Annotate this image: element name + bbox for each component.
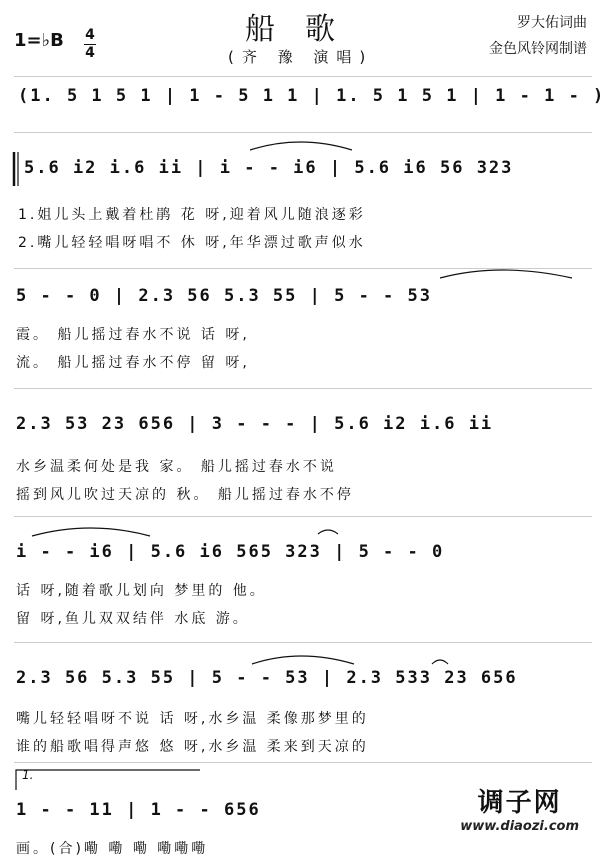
watermark-url: www.diaozi.com	[460, 819, 579, 834]
score-row-4: i - - i6 | 5.6 i6 565 323 | 5 - - 0	[16, 542, 445, 562]
time-bottom: 4	[85, 45, 95, 61]
lyric-row-5-verse-2: 谁的船歌唱得声悠 悠 呀,水乡温 柔来到天凉的	[16, 739, 369, 755]
score-row-6: 1 - - 11 | 1 - - 656	[16, 800, 261, 820]
score-row-3: 2.3 53 23 656 | 3 - - - | 5.6 i2 i.6 ii	[16, 414, 494, 434]
lyric-row-6-verse-1: 画。(合)嘞 嘞 嘞 嘞嘞嘞	[16, 841, 209, 857]
score-row-intro: (1. 5 1 5 1 | 1 - 5 1 1 | 1. 5 1 5 1 | 1 - 1 - )	[18, 86, 605, 106]
lyric-row-1-verse-1: 1.姐儿头上戴着杜鹃 花 呀,迎着风儿随浪逐彩	[18, 207, 366, 223]
score-row-2: 5 - - 0 | 2.3 56 5.3 55 | 5 - - 53	[16, 286, 432, 306]
page-title: 船歌	[245, 12, 365, 47]
lyric-row-3-verse-1: 水乡温柔何处是我 家。 船儿摇过春水不说	[16, 459, 337, 475]
credit-score: 金色风铃网制谱	[489, 41, 587, 57]
page-subtitle: (齐 豫 演唱)	[228, 48, 374, 66]
lyric-row-1-verse-2: 2.嘴儿轻轻唱呀唱不 休 呀,年华漂过歌声似水	[18, 235, 366, 251]
lyric-row-4-verse-1: 话 呀,随着歌儿划向 梦里的 他。	[16, 583, 267, 599]
key-signature: 1=♭B	[14, 30, 64, 51]
lyric-row-5-verse-1: 嘴儿轻轻唱呀不说 话 呀,水乡温 柔像那梦里的	[16, 711, 369, 727]
lyric-row-2-verse-2: 流。 船儿摇过春水不停 留 呀,	[16, 355, 250, 371]
site-watermark	[460, 782, 579, 834]
volta-first-ending: 1.	[22, 768, 34, 782]
time-top: 4	[85, 27, 95, 43]
score-row-1: 5.6 i2 i.6 ii | i - - i6 | 5.6 i6 56 323	[24, 158, 514, 178]
score-row-5: 2.3 56 5.3 55 | 5 - - 53 | 2.3 533 23 656	[16, 668, 518, 688]
watermark-name: 调子网	[460, 782, 579, 819]
lyric-row-4-verse-2: 留 呀,鱼儿双双结伴 水底 游。	[16, 611, 250, 627]
lyric-row-3-verse-2: 摇到风儿吹过天凉的 秋。 船儿摇过春水不停	[16, 487, 354, 503]
lyric-row-2-verse-1: 霞。 船儿摇过春水不说 话 呀,	[16, 327, 250, 343]
credit-lyrics: 罗大佑词曲	[517, 15, 587, 31]
